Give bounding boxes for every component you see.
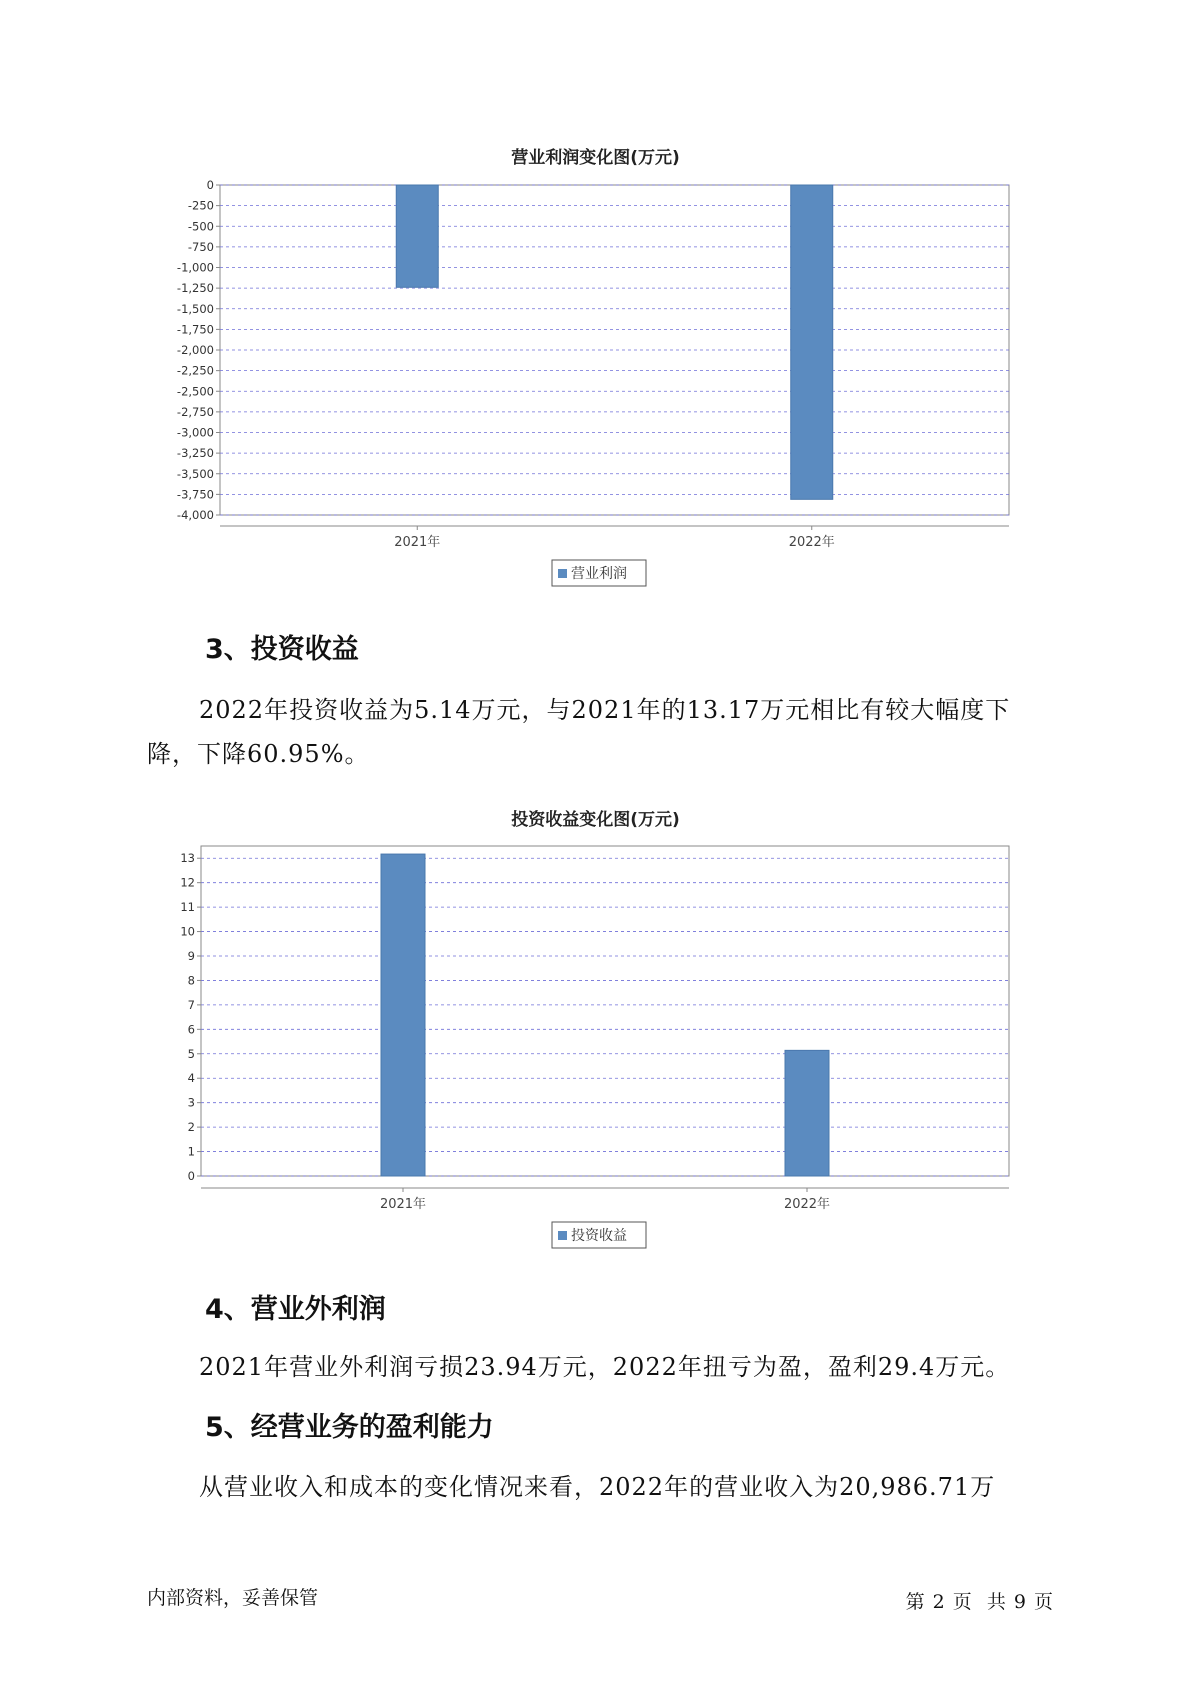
chart2-title: 投资收益变化图(万元) (511, 810, 680, 830)
chart2-svg (0, 840, 1191, 1260)
y-tick-label: 6 (187, 1022, 195, 1037)
y-tick-label: -1,250 (176, 281, 214, 296)
section5-heading: 5、经营业务的盈利能力 (205, 1412, 494, 1443)
legend-label: 投资收益 (571, 1228, 627, 1244)
footer-page-number: 第 2 页 共 9 页 (905, 1591, 1054, 1613)
y-tick-label: -750 (187, 239, 214, 254)
x-tick-label: 2022年 (788, 535, 835, 550)
y-tick-label: -2,000 (176, 343, 214, 357)
chart1-title: 营业利润变化图(万元) (511, 148, 680, 168)
x-tick-label: 2022年 (783, 1197, 831, 1212)
x-tick-label: 2021年 (394, 535, 441, 550)
y-tick-label: 0 (187, 1169, 195, 1183)
section5-text: 从营业收入和成本的变化情况来看，2022年的营业收入为20,986.71万 (199, 1473, 996, 1501)
legend (552, 1222, 646, 1248)
y-tick-label: 10 (180, 924, 195, 939)
y-tick-label: -3,250 (176, 446, 214, 461)
y-tick-label: -2,500 (176, 384, 214, 399)
y-tick-label: 12 (180, 875, 195, 890)
footer-confidential-note: 内部资料，妥善保管 (147, 1587, 319, 1609)
y-tick-label: -250 (187, 198, 214, 213)
y-tick-label: 2 (187, 1120, 195, 1135)
y-tick-label: -1,500 (176, 301, 214, 316)
y-tick-label: 9 (187, 949, 195, 963)
y-tick-label: 5 (187, 1046, 195, 1061)
plot-area (220, 185, 1009, 515)
y-tick-label: 8 (187, 973, 195, 988)
y-tick-label: -3,500 (176, 466, 214, 481)
y-tick-label: 3 (187, 1095, 195, 1110)
y-tick-label: 13 (180, 851, 195, 866)
plot-area (201, 846, 1009, 1176)
y-tick-label: -1,000 (176, 260, 214, 275)
bar (396, 185, 438, 287)
y-tick-label: -500 (187, 219, 214, 234)
y-tick-label: -1,750 (176, 322, 214, 337)
y-tick-label: 7 (187, 997, 195, 1012)
section4-heading: 4、营业外利润 (205, 1294, 386, 1325)
chart1-svg (0, 170, 1191, 610)
y-tick-label: -2,250 (176, 363, 214, 378)
y-tick-label: -3,000 (176, 425, 214, 440)
y-tick-label: -4,000 (176, 508, 214, 522)
legend-label: 营业利润 (571, 566, 627, 582)
bar (791, 185, 833, 499)
section3-heading: 3、投资收益 (205, 634, 359, 665)
y-tick-label: 11 (180, 900, 195, 915)
legend-swatch (558, 569, 567, 578)
section3-text: 2022年投资收益为5.14万元，与2021年的13.17万元相比有较大幅度下降，下降60.95%。 (147, 696, 1011, 768)
legend (552, 560, 646, 586)
y-tick-label: -3,750 (176, 487, 214, 502)
section4-text: 2021年营业外利润亏损23.94万元，2022年扭亏为盈，盈利29.4万元。 (199, 1353, 1011, 1381)
y-tick-label: -2,750 (176, 404, 214, 419)
y-tick-label: 4 (187, 1071, 195, 1086)
y-tick-label: 0 (206, 178, 214, 192)
y-tick-label: 1 (187, 1144, 195, 1159)
bar (381, 854, 425, 1176)
x-tick-label: 2021年 (379, 1197, 427, 1212)
bar (785, 1050, 829, 1176)
legend-swatch (558, 1231, 567, 1240)
